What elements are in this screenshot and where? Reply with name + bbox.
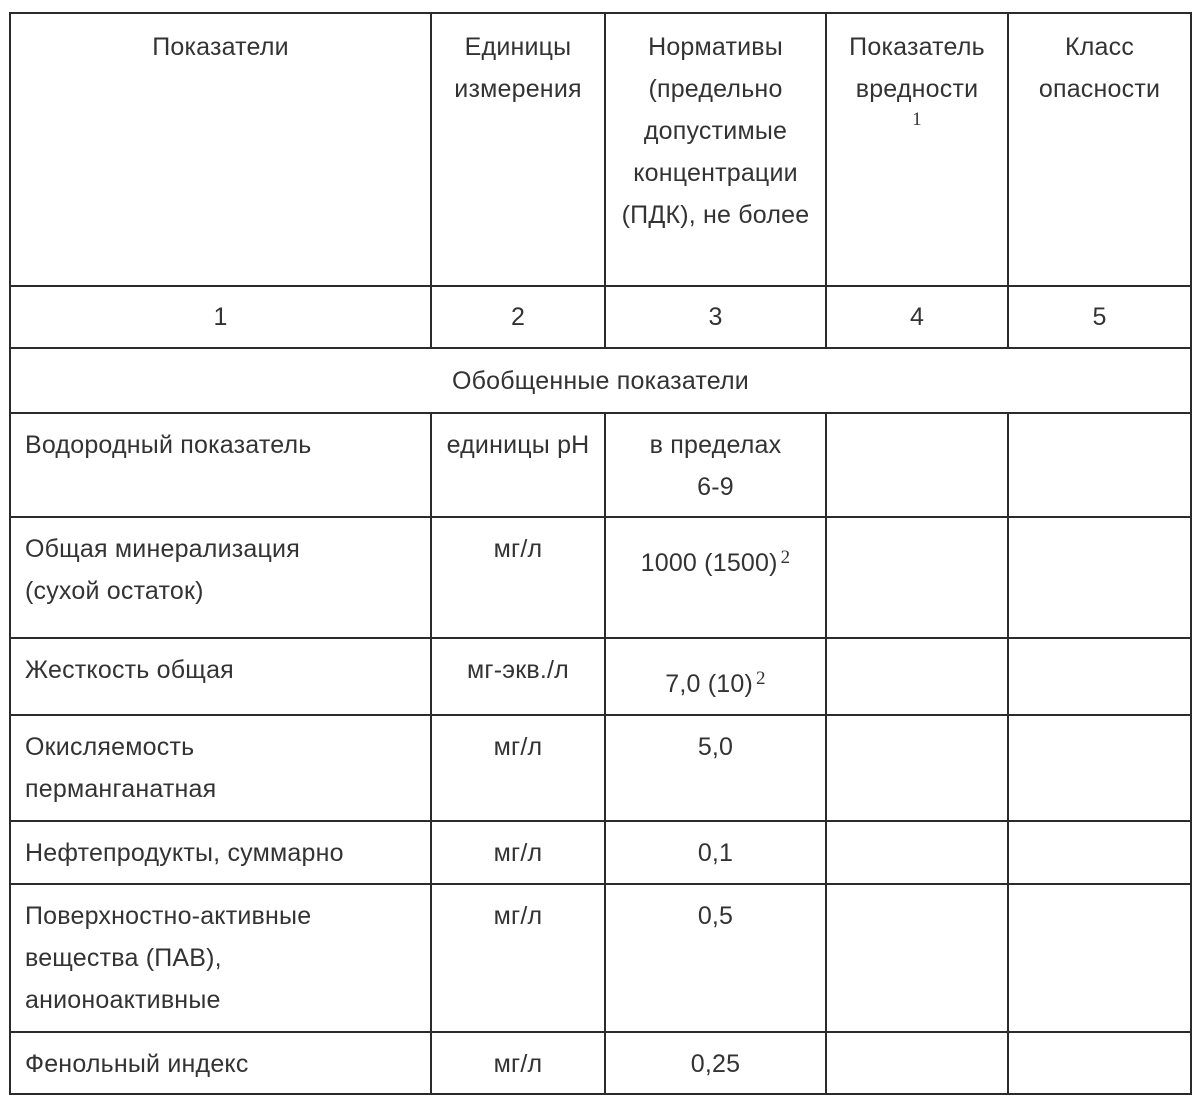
indicator-norm: 0,25 — [605, 1032, 826, 1094]
indicator-unit: мг/л — [431, 715, 605, 821]
indicator-name: Окисляемость перманганатная — [10, 715, 431, 821]
section-row — [10, 348, 1191, 413]
indicator-unit: мг/л — [431, 517, 605, 638]
header-norms: Нормативы (предельно допустимые концентрации (ПДК), не более — [605, 13, 826, 286]
indicator-unit: мг/л — [431, 821, 605, 884]
column-number: 2 — [431, 286, 605, 348]
indicator-hazard — [1008, 715, 1191, 821]
indicator-harm — [826, 1032, 1008, 1094]
indicator-norm-cell — [605, 517, 826, 638]
indicator-norm-cell — [605, 638, 826, 715]
table-row — [10, 715, 1191, 821]
indicator-unit: мг-экв./л — [431, 638, 605, 715]
header-units: Единицы измерения — [431, 13, 605, 286]
water-quality-table — [9, 12, 1192, 1095]
section-title: Обобщенные показатели — [10, 348, 1191, 413]
indicator-hazard — [1008, 1032, 1191, 1094]
header-indicators: Показатели — [10, 13, 431, 286]
indicator-harm — [826, 413, 1008, 517]
column-number: 5 — [1008, 286, 1191, 348]
column-number: 4 — [826, 286, 1008, 348]
column-number: 3 — [605, 286, 826, 348]
indicator-norm: 1000 (1500) — [640, 549, 778, 577]
table-row — [10, 1032, 1191, 1094]
indicator-norm: 7,0 (10) — [665, 670, 754, 698]
table-row — [10, 821, 1191, 884]
table-row — [10, 884, 1191, 1032]
indicator-hazard — [1008, 821, 1191, 884]
indicator-name: Поверхностно-активные вещества (ПАВ), анионоактивные — [10, 884, 431, 1032]
indicator-harm — [826, 715, 1008, 821]
indicator-harm — [826, 638, 1008, 715]
indicator-norm: 0,5 — [605, 884, 826, 1032]
norm-footnote: 2 — [756, 668, 766, 689]
indicator-harm — [826, 517, 1008, 638]
column-number-row — [10, 286, 1191, 348]
header-row — [10, 13, 1191, 286]
indicator-unit: мг/л — [431, 1032, 605, 1094]
indicator-harm — [826, 821, 1008, 884]
indicator-hazard — [1008, 413, 1191, 517]
indicator-name: Нефтепродукты, суммарно — [10, 821, 431, 884]
indicator-name: Фенольный индекс — [10, 1032, 431, 1094]
table-row — [10, 638, 1191, 715]
column-number: 1 — [10, 286, 431, 348]
header-harm-footnote: 1 — [912, 109, 922, 130]
table-row — [10, 413, 1191, 517]
indicator-name: Общая минерализация (сухой остаток) — [10, 517, 431, 638]
indicator-hazard — [1008, 517, 1191, 638]
indicator-name: Водородный показатель — [10, 413, 431, 517]
indicator-name: Жесткость общая — [10, 638, 431, 715]
indicator-norm: 0,1 — [605, 821, 826, 884]
indicator-unit: мг/л — [431, 884, 605, 1032]
header-hazard-class: Класс опасности — [1008, 13, 1191, 286]
norm-footnote: 2 — [780, 547, 791, 568]
indicator-norm: в пределах 6-9 — [605, 413, 826, 517]
indicator-hazard — [1008, 638, 1191, 715]
indicator-unit: единицы pH — [431, 413, 605, 517]
indicator-norm: 5,0 — [605, 715, 826, 821]
indicator-harm — [826, 884, 1008, 1032]
header-harm-indicator: Показатель вредности — [849, 33, 985, 103]
header-harm-indicator-cell — [826, 13, 1008, 286]
table-row — [10, 517, 1191, 638]
indicator-hazard — [1008, 884, 1191, 1032]
